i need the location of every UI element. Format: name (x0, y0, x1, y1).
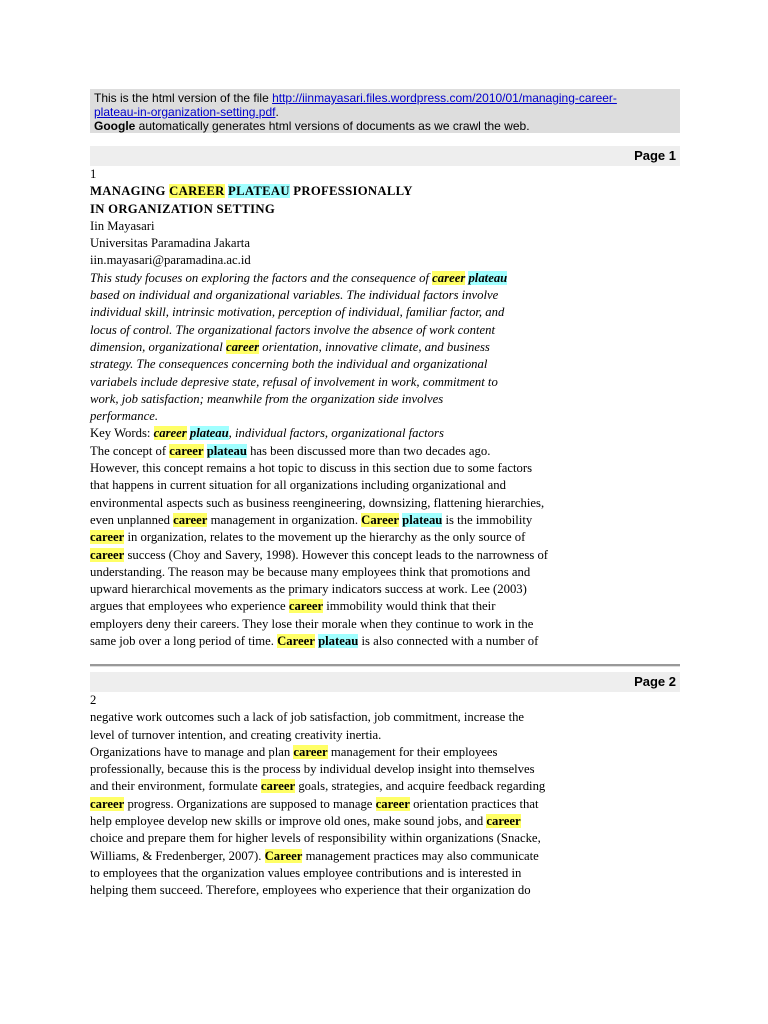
page1-line (90, 374, 680, 391)
page1-line (90, 201, 680, 218)
text-run: 2 (90, 693, 97, 707)
page1-line (90, 425, 680, 442)
page-2-header: Page 2 (90, 672, 680, 692)
text-run: choice and prepare them for higher levels of responsibility within organizations (Snacke, (90, 831, 541, 846)
search-highlight-term: career (293, 744, 328, 759)
page-1-content (90, 166, 680, 650)
text-run: This study focuses on exploring the factors and the consequence of (90, 270, 433, 285)
text-run: even unplanned (90, 512, 174, 527)
page1-line (90, 356, 680, 373)
text-run: management in organization. (207, 512, 362, 527)
page1-line (90, 252, 680, 269)
search-highlight-term: plateau (189, 426, 229, 441)
page1-line (90, 443, 680, 460)
page2-line (90, 830, 680, 847)
search-highlight-term: Career (264, 848, 303, 863)
text-run: employers deny their careers. They lose their morale when they continue to work in the (90, 616, 534, 631)
search-highlight-term: career (90, 530, 125, 545)
page1-line (90, 287, 680, 304)
text-run: environmental aspects such as business reengineering, downsizing, flattening hierarchies, (90, 495, 545, 510)
search-highlight-term: career (260, 779, 296, 794)
page1-line (90, 581, 680, 598)
page-1-header: Page 1 (90, 146, 680, 166)
text-run: has been discussed more than two decades ago. (246, 443, 491, 458)
page2-line (90, 761, 680, 778)
text-run: Williams, & Fredenberger, 2007). (90, 848, 265, 863)
search-highlight-term: Career (277, 634, 315, 649)
text-run: based on individual and organizational variables. The individual factors involve (90, 288, 499, 303)
text-run: orientation practices that (409, 796, 539, 811)
page2-line (90, 727, 680, 744)
page1-line (90, 339, 680, 356)
cache-banner: This is the html version of the file http://iinmayasari.files.wordpress.com/2010/01/managing-career- plateau-in-organization-setting.pdf. Google automatically generates html versions of documents as we crawl the web. (90, 89, 680, 133)
page1-line (90, 235, 680, 252)
page1-line (90, 477, 680, 494)
page1-line (90, 529, 680, 546)
page2-line (90, 796, 680, 813)
page1-line (90, 547, 680, 564)
page1-line (90, 166, 680, 183)
text-run: management for their employees (327, 744, 498, 759)
search-highlight-term: career (90, 547, 125, 562)
search-highlight-term: PLATEAU (228, 184, 290, 199)
search-highlight-term: career (153, 426, 187, 441)
page2-line (90, 813, 680, 830)
text-run: help employee develop new skills or improve old ones, make sound jobs, and (90, 814, 487, 829)
page1-line (90, 495, 680, 512)
page1-line (90, 564, 680, 581)
search-highlight-term: plateau (206, 443, 247, 458)
text-run: IN ORGANIZATION SETTING (90, 201, 276, 216)
page1-line (90, 598, 680, 615)
text-run: PROFESSIONALLY (289, 184, 413, 199)
page2-line (90, 778, 680, 795)
text-run: in organization, relates to the movement up the hierarchy as the only source of (124, 530, 526, 545)
text-run: , individual factors, organizational factors (228, 426, 444, 441)
page2-line (90, 744, 680, 761)
text-run: negative work outcomes such a lack of job satisfaction, job commitment, increase the (90, 710, 525, 725)
page1-line (90, 616, 680, 633)
text-run: orientation, innovative climate, and business (259, 339, 490, 354)
page1-line (90, 460, 680, 477)
text-run: upward hierarchical movements as the primary indicators success at work. Lee (2003) (90, 582, 527, 597)
text-run: iin.mayasari@paramadina.ac.id (90, 253, 251, 268)
text-run: immobility would think that their (323, 599, 496, 614)
text-run: goals, strategies, and acquire feedback regarding (295, 779, 546, 794)
text-run: performance. (90, 409, 159, 424)
page1-line (90, 270, 680, 287)
page1-line (90, 304, 680, 321)
search-highlight-term: career (169, 443, 204, 458)
page1-line (90, 322, 680, 339)
text-run: Universitas Paramadina Jakarta (90, 236, 250, 251)
text-run: The concept of (90, 443, 170, 458)
text-run: is also connected with a number of (358, 634, 539, 649)
google-label: Google (94, 119, 136, 133)
text-run: argues that employees who experience (90, 599, 289, 614)
page1-line (90, 391, 680, 408)
text-run: 1 (90, 167, 97, 181)
search-highlight-term: career (432, 270, 466, 285)
text-run: work, job satisfaction; meanwhile from the organization side involves (90, 391, 444, 406)
text-run: success (Choy and Savery, 1998). However this concept leads to the narrowness of (124, 547, 549, 562)
search-highlight-term: plateau (402, 512, 443, 527)
text-run: same job over a long period of time. (90, 634, 278, 649)
page2-line (90, 709, 680, 726)
text-run: management practices may also communicate (302, 848, 539, 863)
search-highlight-term: career (90, 796, 125, 811)
search-highlight-term: plateau (468, 270, 508, 285)
search-highlight-term: plateau (318, 634, 359, 649)
text-run: locus of control. The organizational factors involve the absence of work content (90, 322, 496, 337)
page-2-content (90, 692, 680, 900)
search-highlight-term: career (288, 599, 324, 614)
text-run: individual skill, intrinsic motivation, perception of individual, familiar factor, and (90, 305, 505, 320)
page1-line (90, 218, 680, 235)
text-run: strategy. The consequences concerning both the individual and organizational (90, 357, 488, 372)
text-run: However, this concept remains a hot topic to discuss in this section due to some factors (90, 461, 533, 476)
text-run: Key Words: (90, 426, 154, 441)
page2-line (90, 865, 680, 882)
text-run: and their environment, formulate (90, 779, 261, 794)
banner-prefix: This is the html version of the file (94, 91, 273, 105)
page1-line (90, 512, 680, 529)
search-highlight-term: career (486, 814, 521, 829)
banner-notice: automatically generates html versions of documents as we crawl the web. (135, 119, 530, 133)
text-run: that happens in current situation for all organizations including organizational and (90, 478, 506, 493)
search-highlight-term: career (173, 512, 208, 527)
search-highlight-term: career (375, 796, 410, 811)
page1-line (90, 183, 680, 200)
text-run: level of turnover intention, and creating creativity inertia. (90, 727, 382, 742)
page1-line (90, 408, 680, 425)
text-run: professionally, because this is the process by individual develop insight into themselves (90, 762, 535, 777)
page1-line (90, 633, 680, 650)
text-run: is the immobility (442, 512, 533, 527)
text-run: variabels include depresive state, refusal of involvement in work, commitment to (90, 374, 498, 389)
page2-line (90, 692, 680, 709)
text-run: helping them succeed. Therefore, employees who experience that their organization do (90, 883, 531, 898)
page2-line (90, 848, 680, 865)
text-run: Organizations have to manage and plan (90, 744, 294, 759)
text-run: dimension, organizational (90, 339, 226, 354)
text-run: MANAGING (90, 184, 170, 199)
page-divider (90, 664, 680, 667)
search-highlight-term: CAREER (169, 184, 225, 199)
text-run: Iin Mayasari (90, 218, 155, 233)
text-run: progress. Organizations are supposed to manage (124, 796, 376, 811)
source-file-link[interactable]: http://iinmayasari.files.wordpress.com/2010/01/managing-career- plateau-in-organization-setting.pdf (94, 91, 617, 119)
text-run: to employees that the organization values employee contributions and is interested in (90, 865, 522, 880)
search-highlight-term: Career (361, 512, 399, 527)
search-highlight-term: career (225, 339, 260, 354)
text-run: understanding. The reason may be because many employees think that promotions and (90, 564, 531, 579)
page2-line (90, 882, 680, 899)
